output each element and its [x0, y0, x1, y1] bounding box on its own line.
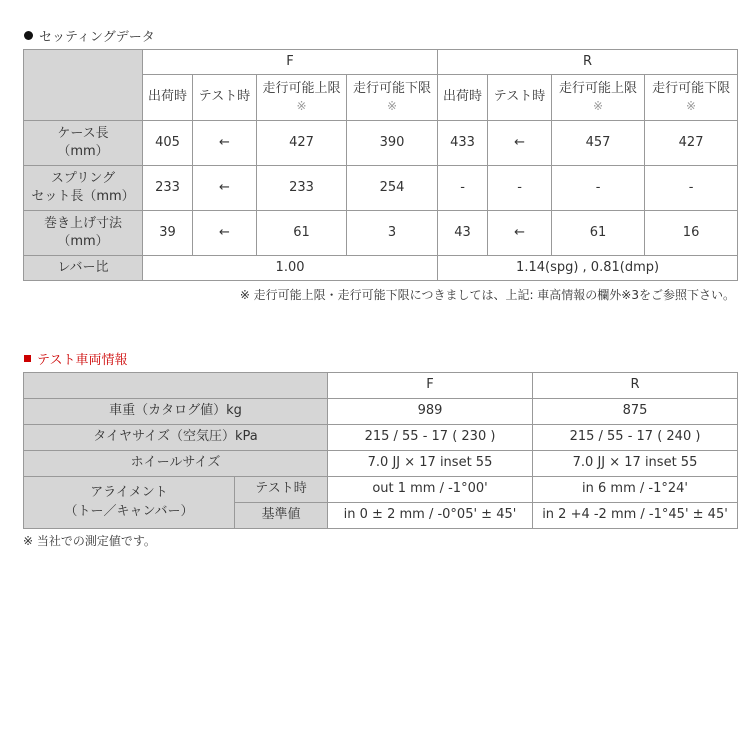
- cell-value: in 2 +4 -2 mm / -1°45' ± 45': [533, 503, 738, 529]
- bullet-dot-icon: [24, 31, 33, 40]
- cell-value: 61: [257, 211, 347, 256]
- row-sublabel-standard: 基準値: [235, 503, 328, 529]
- cell-value: ←: [488, 211, 552, 256]
- cell-value: 215 / 55 - 17 ( 230 ): [328, 425, 533, 451]
- col-header-upper-limit-r: 走行可能上限 ※: [552, 75, 645, 121]
- col-header-shipping-f: 出荷時: [143, 75, 193, 121]
- col-header-lower-limit-f: 走行可能下限 ※: [347, 75, 438, 121]
- cell-value: 427: [257, 121, 347, 166]
- table-row: [24, 121, 738, 166]
- table-row: [24, 425, 738, 451]
- cell-value: 61: [552, 211, 645, 256]
- test-vehicle-title-text: テスト車両情報: [37, 353, 128, 368]
- cell-value: out 1 mm / -1°00': [328, 477, 533, 503]
- table-row: [24, 256, 738, 281]
- cell-value: 233: [257, 166, 347, 211]
- row-label-lever-ratio: レバー比: [24, 256, 143, 281]
- cell-value: ←: [193, 121, 257, 166]
- setting-title-text: セッティングデータ: [39, 30, 155, 45]
- col-header-test-r: テスト時: [488, 75, 552, 121]
- cell-value: 390: [347, 121, 438, 166]
- cell-value: 7.0 JJ × 17 inset 55: [328, 451, 533, 477]
- cell-value: 16: [645, 211, 738, 256]
- cell-value: -: [438, 166, 488, 211]
- row-label-tire-size: タイヤサイズ（空気圧）kPa: [24, 425, 328, 451]
- cell-value: 39: [143, 211, 193, 256]
- cell-value: 254: [347, 166, 438, 211]
- setting-header-f: F: [143, 50, 438, 75]
- setting-header-r: R: [438, 50, 738, 75]
- table-row: [24, 211, 738, 256]
- test-vehicle-footnote: ※ 当社での測定値です。: [23, 534, 156, 548]
- row-sublabel-test: テスト時: [235, 477, 328, 503]
- cell-value: 7.0 JJ × 17 inset 55: [533, 451, 738, 477]
- row-label-windup: 巻き上げ寸法 （mm）: [24, 211, 143, 256]
- cell-value: 3: [347, 211, 438, 256]
- cell-value: ←: [193, 166, 257, 211]
- vehicle-corner-cell: [24, 373, 328, 399]
- table-row: [24, 166, 738, 211]
- setting-section-title: [24, 26, 155, 45]
- lever-ratio-f: 1.00: [143, 256, 438, 281]
- cell-value: 405: [143, 121, 193, 166]
- table-row: [24, 477, 738, 503]
- cell-value: 457: [552, 121, 645, 166]
- col-header-lower-limit-r: 走行可能下限 ※: [645, 75, 738, 121]
- setting-data-table: [23, 49, 738, 281]
- cell-value: 433: [438, 121, 488, 166]
- setting-corner-cell: [24, 50, 143, 121]
- col-header-shipping-r: 出荷時: [438, 75, 488, 121]
- cell-value: in 6 mm / -1°24': [533, 477, 738, 503]
- cell-value: 875: [533, 399, 738, 425]
- table-row: [24, 399, 738, 425]
- row-label-wheel-size: ホイールサイズ: [24, 451, 328, 477]
- test-vehicle-table: [23, 372, 738, 529]
- cell-value: 215 / 55 - 17 ( 240 ): [533, 425, 738, 451]
- bullet-square-icon: [24, 355, 31, 362]
- vehicle-header-f: F: [328, 373, 533, 399]
- table-row: [24, 451, 738, 477]
- cell-value: 43: [438, 211, 488, 256]
- cell-value: ←: [488, 121, 552, 166]
- cell-value: -: [488, 166, 552, 211]
- cell-value: in 0 ± 2 mm / -0°05' ± 45': [328, 503, 533, 529]
- col-header-upper-limit-f: 走行可能上限 ※: [257, 75, 347, 121]
- lever-ratio-r: 1.14(spg) , 0.81(dmp): [438, 256, 738, 281]
- cell-value: -: [552, 166, 645, 211]
- row-label-weight: 車重（カタログ値）kg: [24, 399, 328, 425]
- row-label-case-length: ケース長 （mm）: [24, 121, 143, 166]
- vehicle-header-r: R: [533, 373, 738, 399]
- cell-value: 989: [328, 399, 533, 425]
- cell-value: -: [645, 166, 738, 211]
- row-label-alignment: アライメント （トー／キャンバー）: [24, 477, 235, 529]
- test-vehicle-section-title: [24, 349, 127, 368]
- row-label-spring-set-length: スプリング セット長（mm）: [24, 166, 143, 211]
- col-header-test-f: テスト時: [193, 75, 257, 121]
- cell-value: 427: [645, 121, 738, 166]
- cell-value: 233: [143, 166, 193, 211]
- setting-footnote: ※ 走行可能上限・走行可能下限につきましては、上記: 車高情報の欄外※3をご参照下さい。: [239, 288, 735, 302]
- cell-value: ←: [193, 211, 257, 256]
